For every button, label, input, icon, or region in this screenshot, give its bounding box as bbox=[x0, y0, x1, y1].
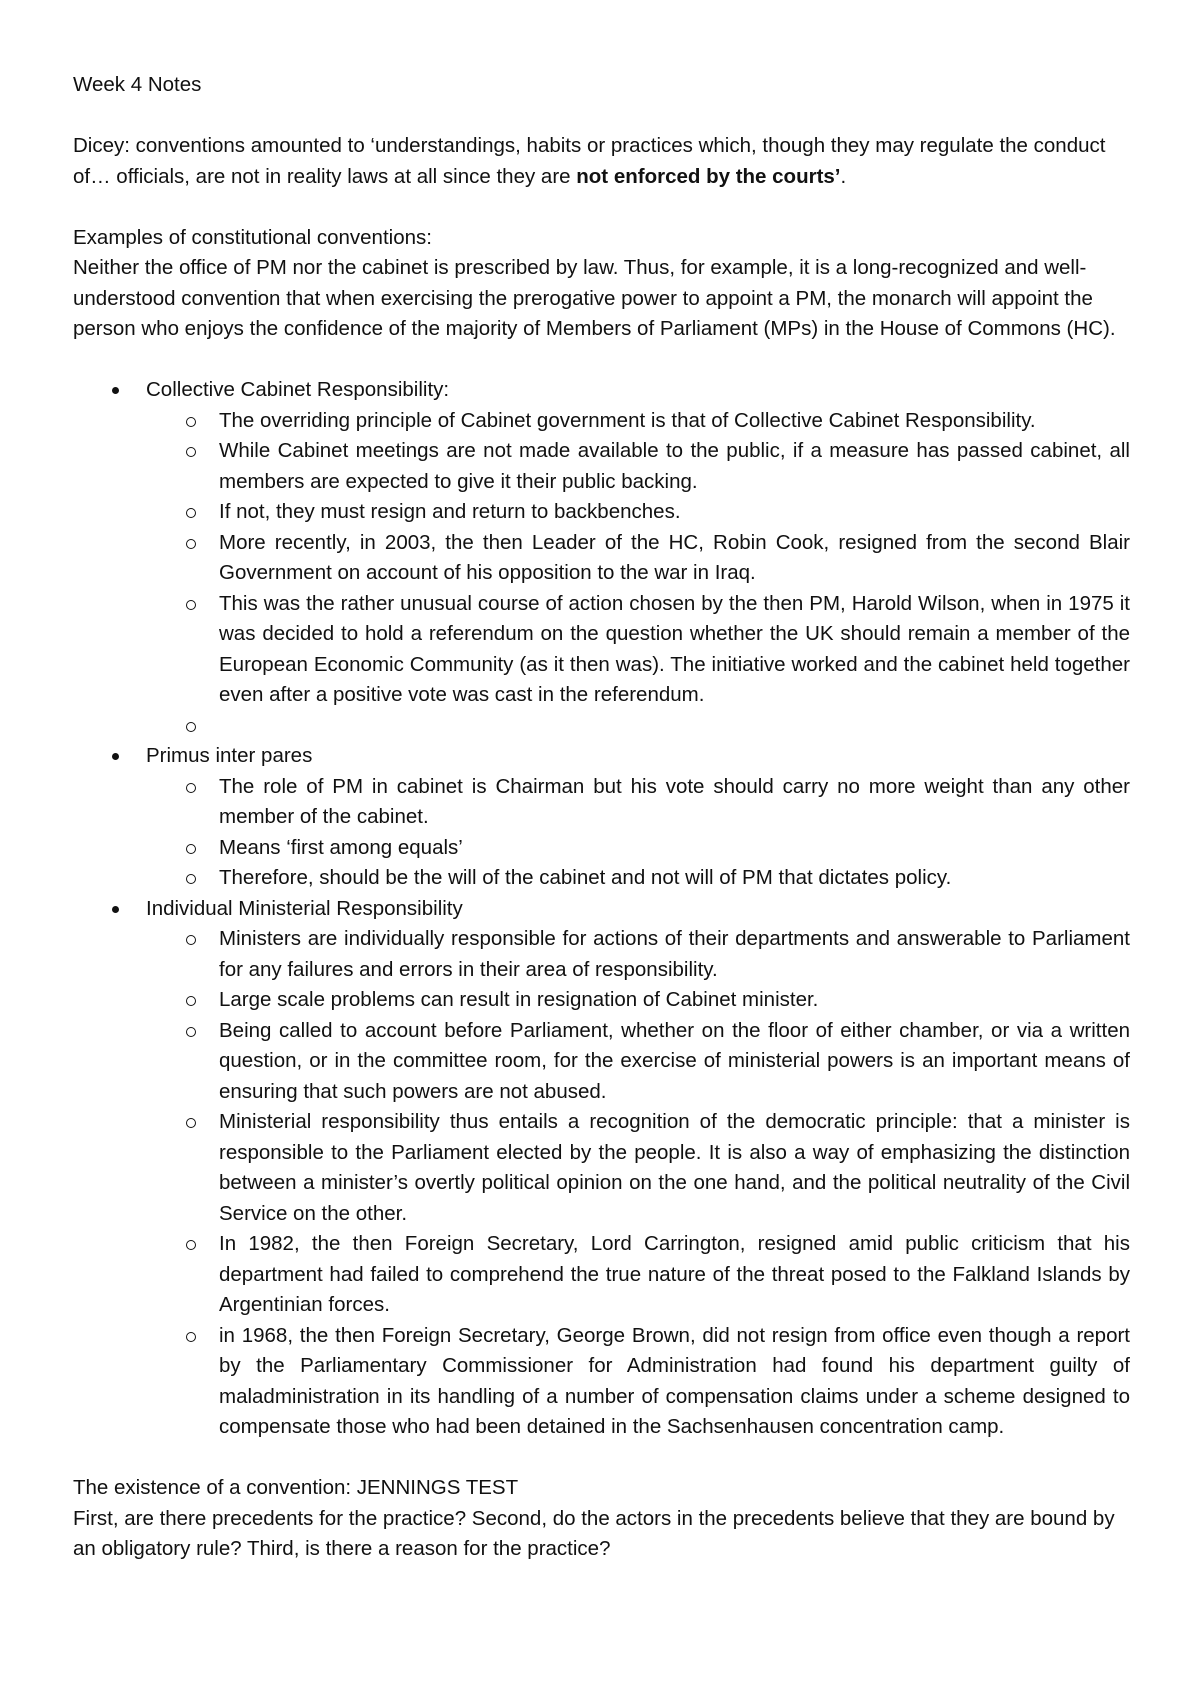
sub-list-item bbox=[219, 924, 1130, 985]
dicey-text: Dicey: conventions amounted to ‘understandings, habits or practices which, though they may regulate the conduct of… officials, are not in reality laws at all since they are bbox=[73, 134, 1106, 188]
jennings-heading: The existence of a convention: JENNINGS TEST bbox=[73, 1476, 519, 1499]
sub-list-item bbox=[219, 436, 1130, 497]
dicey-bold-text: not enforced by the courts’ bbox=[576, 164, 841, 188]
spacer bbox=[73, 192, 1130, 223]
circle-bullet-icon bbox=[186, 1027, 196, 1037]
sub-list-text: In 1982, the then Foreign Secretary, Lord Carrington, resigned amid public criticism that his department had failed to comprehend the true nature of the threat posed to the Falkland Islands by Argentinian forces. bbox=[219, 1232, 1130, 1316]
circle-bullet-icon bbox=[186, 417, 196, 427]
sub-list-text: This was the rather unusual course of action chosen by the then PM, Harold Wilson, when in 1975 it was decided to hold a referendum on the question whether the UK should remain a member of the European Economic Community (as it then was). The initiative worked and the cabinet held together even after a positive vote was cast in the referendum. bbox=[219, 591, 1130, 706]
circle-bullet-icon bbox=[186, 508, 196, 518]
circle-bullet-icon bbox=[186, 935, 196, 945]
section-heading: Collective Cabinet Responsibility: bbox=[146, 378, 450, 401]
sub-list-item bbox=[219, 1229, 1130, 1321]
conventions-list bbox=[73, 375, 1130, 1443]
examples-heading: Examples of constitutional conventions: bbox=[73, 225, 432, 249]
circle-bullet-icon bbox=[186, 1118, 196, 1128]
spacer bbox=[73, 1443, 1130, 1474]
sub-list-item bbox=[219, 589, 1130, 711]
sub-list bbox=[146, 772, 1130, 894]
sub-list-text: The role of PM in cabinet is Chairman but his vote should carry no more weight than any other member of the cabinet. bbox=[219, 774, 1130, 828]
bullet-icon bbox=[112, 387, 119, 394]
sub-list-item bbox=[219, 863, 1130, 894]
jennings-paragraph: First, are there precedents for the practice? Second, do the actors in the precedents believe that they are bound by an obligatory rule? Third, is there a reason for the practice? bbox=[73, 1506, 1115, 1560]
section-heading: Primus inter pares bbox=[146, 744, 313, 767]
sub-list-item bbox=[219, 833, 1130, 864]
circle-bullet-icon bbox=[186, 783, 196, 793]
circle-bullet-icon bbox=[186, 996, 196, 1006]
circle-bullet-icon bbox=[186, 1332, 196, 1342]
section-heading: Individual Ministerial Responsibility bbox=[146, 896, 463, 920]
spacer bbox=[73, 101, 1130, 132]
sub-list-item bbox=[219, 711, 1130, 742]
dicey-end: . bbox=[840, 164, 847, 188]
sub-list-text: Large scale problems can result in resignation of Cabinet minister. bbox=[219, 988, 819, 1011]
sub-list-item bbox=[219, 772, 1130, 833]
sub-list-text: in 1968, the then Foreign Secretary, George Brown, did not resign from office even though a report by the Parliamentary Commissioner for Administration had found his department guilty of maladministration in its handling of a number of compensation claims under a scheme designed to compensate those who had been detained in the Sachsenhausen concentration camp. bbox=[219, 1323, 1130, 1438]
sub-list-text: More recently, in 2003, the then Leader of the HC, Robin Cook, resigned from the second Blair Government on account of his opposition to the war in Iraq. bbox=[219, 530, 1130, 584]
circle-bullet-icon bbox=[186, 874, 196, 884]
sub-list-text: Ministers are individually responsible for actions of their departments and answerable to Parliament for any failures and errors in their area of responsibility. bbox=[219, 927, 1130, 981]
sub-list-item bbox=[219, 985, 1130, 1016]
sub-list bbox=[146, 406, 1130, 742]
spacer bbox=[73, 345, 1130, 376]
sub-list-item bbox=[219, 528, 1130, 589]
dicey-paragraph bbox=[73, 131, 1130, 192]
sub-list-text: While Cabinet meetings are not made available to the public, if a measure has passed cabinet, all members are expected to give it their public backing. bbox=[219, 439, 1130, 493]
sub-list bbox=[146, 924, 1130, 1443]
page-title: Week 4 Notes bbox=[73, 73, 202, 96]
circle-bullet-icon bbox=[186, 539, 196, 549]
sub-list-item bbox=[219, 1107, 1130, 1229]
sub-list-text: The overriding principle of Cabinet government is that of Collective Cabinet Responsibility. bbox=[219, 408, 1036, 432]
circle-bullet-icon bbox=[186, 1240, 196, 1250]
circle-bullet-icon bbox=[186, 844, 196, 854]
sub-list-text: Therefore, should be the will of the cabinet and not will of PM that dictates policy. bbox=[219, 866, 952, 889]
circle-bullet-icon bbox=[186, 600, 196, 610]
sub-list-item bbox=[219, 497, 1130, 528]
bullet-icon bbox=[112, 906, 119, 913]
circle-bullet-icon bbox=[186, 447, 196, 457]
sub-list-item bbox=[219, 406, 1130, 437]
list-item bbox=[73, 894, 1130, 1443]
sub-list-item bbox=[219, 1321, 1130, 1443]
examples-paragraph: Neither the office of PM nor the cabinet is prescribed by law. Thus, for example, it is a long-recognized and well-understood convention that when exercising the prerogative power to appoint a PM, the monarch will appoint the person who enjoys the confidence of the majority of Members of Parliament (MPs) in the House of Commons (HC). bbox=[73, 256, 1116, 340]
bullet-icon bbox=[112, 753, 119, 760]
circle-bullet-icon bbox=[186, 722, 196, 732]
list-item bbox=[73, 741, 1130, 894]
sub-list-text: Being called to account before Parliament, whether on the floor of either chamber, or via a written question, or in the committee room, for the exercise of ministerial powers is an important means of ensuring that such powers are not abused. bbox=[219, 1018, 1130, 1103]
sub-list-item bbox=[219, 1016, 1130, 1108]
sub-list-text: Means ‘first among equals’ bbox=[219, 835, 463, 859]
sub-list-text: Ministerial responsibility thus entails a recognition of the democratic principle: that a minister is responsible to the Parliament elected by the people. It is also a way of emphasizing the distinction between a minister’s overtly political opinion on the one hand, and the political neutrality of the Civil Service on the other. bbox=[219, 1110, 1130, 1225]
list-item bbox=[73, 375, 1130, 741]
sub-list-text: If not, they must resign and return to backbenches. bbox=[219, 500, 681, 523]
